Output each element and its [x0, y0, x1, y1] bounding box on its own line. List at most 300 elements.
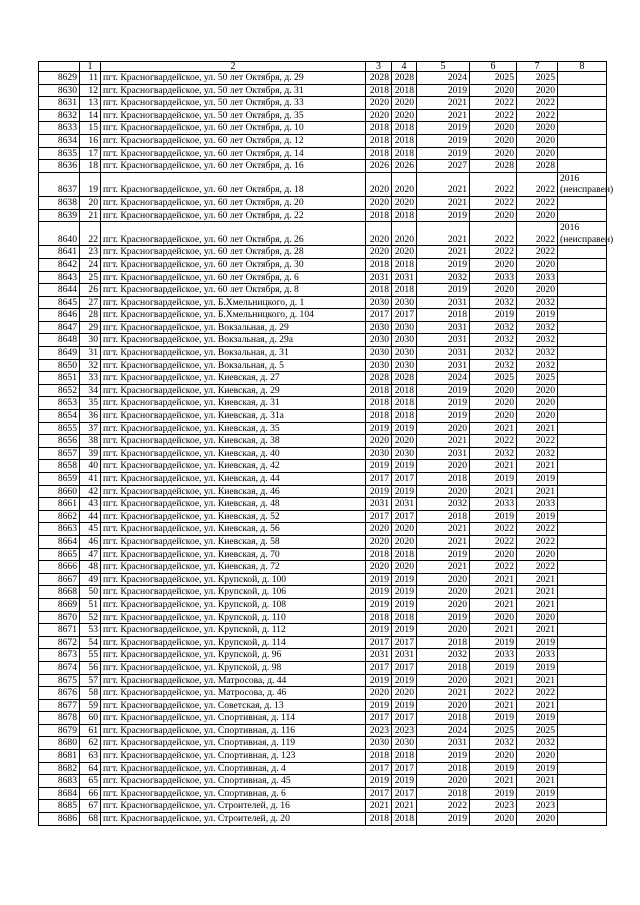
- table-row: [39, 359, 607, 372]
- year-col4-cell: 2018: [392, 284, 417, 297]
- table-row: [39, 397, 607, 410]
- note-cell: [558, 611, 607, 624]
- address-cell: пгт. Красногвардейское, ул. Советская, д. 13: [101, 699, 366, 712]
- row-number-cell: 8641: [39, 246, 80, 259]
- row-number-cell: 8642: [39, 258, 80, 271]
- item-number-cell: 16: [80, 134, 101, 147]
- year-col7-cell: 2021: [517, 624, 558, 637]
- item-number-cell: 32: [80, 359, 101, 372]
- row-number-cell: 8668: [39, 586, 80, 599]
- year-col6-cell: 2022: [470, 435, 517, 448]
- address-cell: пгт. Красногвардейское, ул. 60 лет Октября, д. 8: [101, 284, 366, 297]
- table-row: [39, 800, 607, 813]
- year-col5-cell: 2019: [417, 813, 470, 826]
- year-col3-cell: 2030: [366, 334, 392, 347]
- row-number-cell: 8638: [39, 196, 80, 209]
- year-col4-cell: 2019: [392, 674, 417, 687]
- table-row: [39, 473, 607, 486]
- year-col3-cell: 2031: [366, 498, 392, 511]
- row-number-cell: 8680: [39, 737, 80, 750]
- table-row: [39, 787, 607, 800]
- table-row: [39, 523, 607, 536]
- year-col4-cell: 2019: [392, 598, 417, 611]
- year-col3-cell: 2018: [366, 134, 392, 147]
- address-cell: пгт. Красногвардейское, ул. 60 лет Октября, д. 16: [101, 160, 366, 173]
- year-col5-cell: 2019: [417, 84, 470, 97]
- year-col7-cell: 2022: [517, 523, 558, 536]
- table-row: [39, 209, 607, 222]
- year-col3-cell: 2018: [366, 284, 392, 297]
- row-number-cell: 8671: [39, 624, 80, 637]
- year-col5-cell: 2019: [417, 410, 470, 423]
- item-number-cell: 67: [80, 800, 101, 813]
- year-col4-cell: 2019: [392, 460, 417, 473]
- year-col7-cell: 2020: [517, 122, 558, 135]
- note-cell: [558, 699, 607, 712]
- year-col7-cell: 2021: [517, 573, 558, 586]
- year-col4-cell: 2020: [392, 535, 417, 548]
- year-col4-cell: 2017: [392, 636, 417, 649]
- year-col6-cell: 2021: [470, 573, 517, 586]
- note-cell: [558, 687, 607, 700]
- item-number-cell: 33: [80, 372, 101, 385]
- year-col7-cell: 2022: [517, 535, 558, 548]
- item-number-cell: 68: [80, 813, 101, 826]
- year-col7-cell: 2020: [517, 284, 558, 297]
- year-col4-cell: 2019: [392, 699, 417, 712]
- table-row: [39, 147, 607, 160]
- item-number-cell: 15: [80, 122, 101, 135]
- note-cell: [558, 97, 607, 110]
- year-col7-cell: 2022: [517, 222, 558, 246]
- address-cell: пгт. Красногвардейское, ул. 60 лет Октября, д. 6: [101, 271, 366, 284]
- year-col3-cell: 2018: [366, 147, 392, 160]
- year-col4-cell: 2019: [392, 485, 417, 498]
- table-row: [39, 321, 607, 334]
- year-col6-cell: 2020: [470, 147, 517, 160]
- row-number-cell: 8664: [39, 535, 80, 548]
- year-col6-cell: 2022: [470, 561, 517, 574]
- year-col4-cell: 2019: [392, 573, 417, 586]
- row-number-cell: 8676: [39, 687, 80, 700]
- year-col5-cell: 2018: [417, 787, 470, 800]
- item-number-cell: 49: [80, 573, 101, 586]
- row-number-cell: 8666: [39, 561, 80, 574]
- note-cell: [558, 561, 607, 574]
- row-number-cell: 8673: [39, 649, 80, 662]
- note-cell: [558, 196, 607, 209]
- address-cell: пгт. Красногвардейское, ул. Киевская, д. 31а: [101, 410, 366, 423]
- year-col7-cell: 2022: [517, 561, 558, 574]
- header-cell: 2: [101, 62, 366, 72]
- year-col3-cell: 2019: [366, 674, 392, 687]
- note-cell: [558, 737, 607, 750]
- item-number-cell: 41: [80, 473, 101, 486]
- item-number-cell: 21: [80, 209, 101, 222]
- year-col3-cell: 2019: [366, 573, 392, 586]
- year-col4-cell: 2020: [392, 435, 417, 448]
- address-cell: пгт. Красногвардейское, ул. Киевская, д. 72: [101, 561, 366, 574]
- note-cell: [558, 372, 607, 385]
- year-col6-cell: 2020: [470, 84, 517, 97]
- row-number-cell: 8632: [39, 109, 80, 122]
- note-cell: [558, 674, 607, 687]
- table-row: [39, 172, 607, 196]
- table-row: [39, 122, 607, 135]
- year-col5-cell: 2021: [417, 535, 470, 548]
- year-col7-cell: 2032: [517, 347, 558, 360]
- year-col6-cell: 2019: [470, 661, 517, 674]
- year-col7-cell: 2032: [517, 359, 558, 372]
- item-number-cell: 13: [80, 97, 101, 110]
- item-number-cell: 31: [80, 347, 101, 360]
- item-number-cell: 57: [80, 674, 101, 687]
- year-col6-cell: 2019: [470, 473, 517, 486]
- year-col7-cell: 2022: [517, 246, 558, 259]
- table-row: [39, 636, 607, 649]
- year-col5-cell: 2031: [417, 347, 470, 360]
- row-number-cell: 8657: [39, 447, 80, 460]
- year-col5-cell: 2031: [417, 321, 470, 334]
- address-cell: пгт. Красногвардейское, ул. Крупской, д. 112: [101, 624, 366, 637]
- address-cell: пгт. Красногвардейское, ул. 50 лет Октября, д. 31: [101, 84, 366, 97]
- item-number-cell: 28: [80, 309, 101, 322]
- item-number-cell: 37: [80, 422, 101, 435]
- year-col7-cell: 2033: [517, 649, 558, 662]
- year-col4-cell: 2031: [392, 271, 417, 284]
- year-col7-cell: 2021: [517, 674, 558, 687]
- note-cell: [558, 284, 607, 297]
- year-col3-cell: 2020: [366, 535, 392, 548]
- note-cell: [558, 485, 607, 498]
- year-col6-cell: 2021: [470, 624, 517, 637]
- note-cell: [558, 321, 607, 334]
- year-col3-cell: 2018: [366, 410, 392, 423]
- year-col3-cell: 2020: [366, 172, 392, 196]
- year-col7-cell: 2032: [517, 447, 558, 460]
- address-cell: пгт. Красногвардейское, ул. Киевская, д. 48: [101, 498, 366, 511]
- year-col3-cell: 2019: [366, 485, 392, 498]
- year-col4-cell: 2018: [392, 147, 417, 160]
- item-number-cell: 64: [80, 762, 101, 775]
- year-col6-cell: 2022: [470, 97, 517, 110]
- row-number-cell: 8672: [39, 636, 80, 649]
- year-col6-cell: 2022: [470, 196, 517, 209]
- year-col3-cell: 2030: [366, 359, 392, 372]
- table-row: [39, 750, 607, 763]
- note-cell: [558, 160, 607, 173]
- row-number-cell: 8634: [39, 134, 80, 147]
- address-cell: пгт. Красногвардейское, ул. Б.Хмельницкого, д. 1: [101, 296, 366, 309]
- item-number-cell: 66: [80, 787, 101, 800]
- year-col5-cell: 2021: [417, 246, 470, 259]
- year-col5-cell: 2024: [417, 372, 470, 385]
- item-number-cell: 22: [80, 222, 101, 246]
- year-col6-cell: 2021: [470, 598, 517, 611]
- note-cell: [558, 813, 607, 826]
- year-col4-cell: 2019: [392, 624, 417, 637]
- year-col4-cell: 2017: [392, 762, 417, 775]
- year-col4-cell: 2030: [392, 334, 417, 347]
- year-col3-cell: 2030: [366, 737, 392, 750]
- table-row: [39, 296, 607, 309]
- year-col5-cell: 2020: [417, 485, 470, 498]
- item-number-cell: 11: [80, 72, 101, 85]
- item-number-cell: 50: [80, 586, 101, 599]
- row-number-cell: 8675: [39, 674, 80, 687]
- year-col4-cell: 2017: [392, 473, 417, 486]
- year-col5-cell: 2021: [417, 687, 470, 700]
- year-col3-cell: 2017: [366, 762, 392, 775]
- table-row: [39, 284, 607, 297]
- address-cell: пгт. Красногвардейское, ул. Матросова, д. 46: [101, 687, 366, 700]
- table-row: [39, 460, 607, 473]
- row-number-cell: 8639: [39, 209, 80, 222]
- year-col5-cell: 2020: [417, 460, 470, 473]
- year-col4-cell: 2030: [392, 447, 417, 460]
- year-col5-cell: 2018: [417, 473, 470, 486]
- year-col3-cell: 2030: [366, 321, 392, 334]
- year-col5-cell: 2019: [417, 397, 470, 410]
- year-col5-cell: 2018: [417, 712, 470, 725]
- item-number-cell: 56: [80, 661, 101, 674]
- item-number-cell: 29: [80, 321, 101, 334]
- table-row: [39, 160, 607, 173]
- table-row: [39, 410, 607, 423]
- row-number-cell: 8647: [39, 321, 80, 334]
- year-col6-cell: 2023: [470, 800, 517, 813]
- item-number-cell: 45: [80, 523, 101, 536]
- year-col4-cell: 2019: [392, 586, 417, 599]
- year-col6-cell: 2021: [470, 699, 517, 712]
- address-cell: пгт. Красногвардейское, ул. Крупской, д. 110: [101, 611, 366, 624]
- row-number-cell: 8674: [39, 661, 80, 674]
- row-number-cell: 8633: [39, 122, 80, 135]
- address-cell: пгт. Красногвардейское, ул. Крупской, д. 108: [101, 598, 366, 611]
- table-row: [39, 196, 607, 209]
- table-row: [39, 372, 607, 385]
- address-cell: пгт. Красногвардейское, ул. Спортивная, д. 6: [101, 787, 366, 800]
- table-row: [39, 134, 607, 147]
- address-cell: пгт. Красногвардейское, ул. Крупской, д. 96: [101, 649, 366, 662]
- row-number-cell: 8682: [39, 762, 80, 775]
- row-number-cell: 8670: [39, 611, 80, 624]
- table-row: [39, 737, 607, 750]
- row-number-cell: 8663: [39, 523, 80, 536]
- row-number-cell: 8636: [39, 160, 80, 173]
- year-col3-cell: 2017: [366, 636, 392, 649]
- row-number-cell: 8646: [39, 309, 80, 322]
- year-col7-cell: 2019: [517, 473, 558, 486]
- year-col4-cell: 2017: [392, 661, 417, 674]
- year-col6-cell: 2022: [470, 222, 517, 246]
- address-cell: пгт. Красногвардейское, ул. 60 лет Октября, д. 22: [101, 209, 366, 222]
- year-col3-cell: 2020: [366, 435, 392, 448]
- year-col6-cell: 2020: [470, 410, 517, 423]
- year-col4-cell: 2030: [392, 737, 417, 750]
- year-col3-cell: 2020: [366, 523, 392, 536]
- year-col6-cell: 2020: [470, 258, 517, 271]
- note-cell: 2016 (неисправен): [558, 222, 607, 246]
- address-cell: пгт. Красногвардейское, ул. 50 лет Октября, д. 29: [101, 72, 366, 85]
- year-col5-cell: 2019: [417, 258, 470, 271]
- table-row: [39, 271, 607, 284]
- item-number-cell: 25: [80, 271, 101, 284]
- header-cell: 3: [366, 62, 392, 72]
- row-number-cell: 8686: [39, 813, 80, 826]
- year-col6-cell: 2033: [470, 498, 517, 511]
- year-col6-cell: 2022: [470, 687, 517, 700]
- table-row: [39, 724, 607, 737]
- year-col7-cell: 2025: [517, 372, 558, 385]
- address-cell: пгт. Красногвардейское, ул. 60 лет Октября, д. 28: [101, 246, 366, 259]
- item-number-cell: 62: [80, 737, 101, 750]
- row-number-cell: 8677: [39, 699, 80, 712]
- item-number-cell: 35: [80, 397, 101, 410]
- table-row: [39, 535, 607, 548]
- year-col4-cell: 2020: [392, 561, 417, 574]
- year-col5-cell: 2020: [417, 775, 470, 788]
- year-col3-cell: 2028: [366, 72, 392, 85]
- year-col6-cell: 2019: [470, 309, 517, 322]
- year-col5-cell: 2031: [417, 334, 470, 347]
- address-cell: пгт. Красногвардейское, ул. Киевская, д. 42: [101, 460, 366, 473]
- year-col4-cell: 2028: [392, 72, 417, 85]
- year-col6-cell: 2020: [470, 122, 517, 135]
- table-row: [39, 347, 607, 360]
- year-col5-cell: 2018: [417, 510, 470, 523]
- year-col4-cell: 2017: [392, 787, 417, 800]
- year-col7-cell: 2020: [517, 84, 558, 97]
- note-cell: [558, 447, 607, 460]
- note-cell: [558, 410, 607, 423]
- year-col7-cell: 2022: [517, 97, 558, 110]
- year-col7-cell: 2021: [517, 422, 558, 435]
- note-cell: [558, 548, 607, 561]
- year-col5-cell: 2020: [417, 624, 470, 637]
- year-col6-cell: 2022: [470, 535, 517, 548]
- year-col5-cell: 2019: [417, 611, 470, 624]
- year-col4-cell: 2030: [392, 296, 417, 309]
- year-col5-cell: 2019: [417, 209, 470, 222]
- address-cell: пгт. Красногвардейское, ул. Киевская, д. 29: [101, 384, 366, 397]
- year-col5-cell: 2031: [417, 296, 470, 309]
- year-col3-cell: 2026: [366, 160, 392, 173]
- address-cell: пгт. Красногвардейское, ул. Строителей, д. 16: [101, 800, 366, 813]
- note-cell: [558, 787, 607, 800]
- table-row: [39, 447, 607, 460]
- year-col7-cell: 2020: [517, 209, 558, 222]
- table-row: [39, 712, 607, 725]
- table-row: [39, 84, 607, 97]
- address-cell: пгт. Красногвардейское, ул. Крупской, д. 100: [101, 573, 366, 586]
- year-col7-cell: 2019: [517, 787, 558, 800]
- note-cell: [558, 134, 607, 147]
- row-number-cell: 8685: [39, 800, 80, 813]
- table-row: [39, 435, 607, 448]
- year-col6-cell: 2032: [470, 359, 517, 372]
- year-col5-cell: 2021: [417, 109, 470, 122]
- address-cell: пгт. Красногвардейское, ул. 60 лет Октября, д. 14: [101, 147, 366, 160]
- item-number-cell: 60: [80, 712, 101, 725]
- address-cell: пгт. Красногвардейское, ул. Крупской, д. 106: [101, 586, 366, 599]
- table-row: [39, 72, 607, 85]
- item-number-cell: 52: [80, 611, 101, 624]
- year-col6-cell: 2021: [470, 586, 517, 599]
- row-number-cell: 8644: [39, 284, 80, 297]
- address-cell: пгт. Красногвардейское, ул. Спортивная, д. 116: [101, 724, 366, 737]
- table-row: [39, 485, 607, 498]
- address-cell: пгт. Красногвардейское, ул. Вокзальная, д. 29а: [101, 334, 366, 347]
- year-col7-cell: 2022: [517, 435, 558, 448]
- year-col5-cell: 2019: [417, 750, 470, 763]
- note-cell: [558, 209, 607, 222]
- row-number-cell: 8669: [39, 598, 80, 611]
- row-number-cell: 8631: [39, 97, 80, 110]
- year-col5-cell: 2031: [417, 737, 470, 750]
- year-col7-cell: 2022: [517, 109, 558, 122]
- year-col7-cell: 2021: [517, 485, 558, 498]
- year-col4-cell: 2017: [392, 309, 417, 322]
- year-col6-cell: 2021: [470, 674, 517, 687]
- year-col4-cell: 2019: [392, 775, 417, 788]
- year-col7-cell: 2020: [517, 813, 558, 826]
- table-row: [39, 246, 607, 259]
- year-col6-cell: 2019: [470, 712, 517, 725]
- header-cell: 8: [558, 62, 607, 72]
- year-col5-cell: 2031: [417, 447, 470, 460]
- year-col3-cell: 2018: [366, 813, 392, 826]
- row-number-cell: 8660: [39, 485, 80, 498]
- note-cell: [558, 649, 607, 662]
- year-col4-cell: 2018: [392, 384, 417, 397]
- year-col6-cell: 2022: [470, 172, 517, 196]
- year-col5-cell: 2024: [417, 724, 470, 737]
- year-col3-cell: 2031: [366, 271, 392, 284]
- year-col5-cell: 2020: [417, 598, 470, 611]
- note-cell: [558, 246, 607, 259]
- note-cell: [558, 397, 607, 410]
- item-number-cell: 42: [80, 485, 101, 498]
- note-cell: [558, 258, 607, 271]
- year-col7-cell: 2021: [517, 460, 558, 473]
- year-col7-cell: 2020: [517, 147, 558, 160]
- table-row: [39, 611, 607, 624]
- year-col4-cell: 2020: [392, 523, 417, 536]
- table-row: [39, 674, 607, 687]
- year-col4-cell: 2017: [392, 712, 417, 725]
- table-row: [39, 97, 607, 110]
- year-col6-cell: 2019: [470, 762, 517, 775]
- item-number-cell: 19: [80, 172, 101, 196]
- year-col7-cell: 2028: [517, 160, 558, 173]
- year-col4-cell: 2018: [392, 611, 417, 624]
- year-col4-cell: 2031: [392, 649, 417, 662]
- row-number-cell: 8658: [39, 460, 80, 473]
- address-cell: пгт. Красногвардейское, ул. Спортивная, д. 45: [101, 775, 366, 788]
- address-cell: пгт. Красногвардейское, ул. Спортивная, д. 4: [101, 762, 366, 775]
- year-col6-cell: 2020: [470, 813, 517, 826]
- year-col7-cell: 2020: [517, 611, 558, 624]
- address-cell: пгт. Красногвардейское, ул. Крупской, д. 114: [101, 636, 366, 649]
- note-cell: [558, 473, 607, 486]
- year-col3-cell: 2019: [366, 775, 392, 788]
- item-number-cell: 30: [80, 334, 101, 347]
- address-cell: пгт. Красногвардейское, ул. Киевская, д. 58: [101, 535, 366, 548]
- row-number-cell: 8681: [39, 750, 80, 763]
- year-col6-cell: 2025: [470, 72, 517, 85]
- item-number-cell: 26: [80, 284, 101, 297]
